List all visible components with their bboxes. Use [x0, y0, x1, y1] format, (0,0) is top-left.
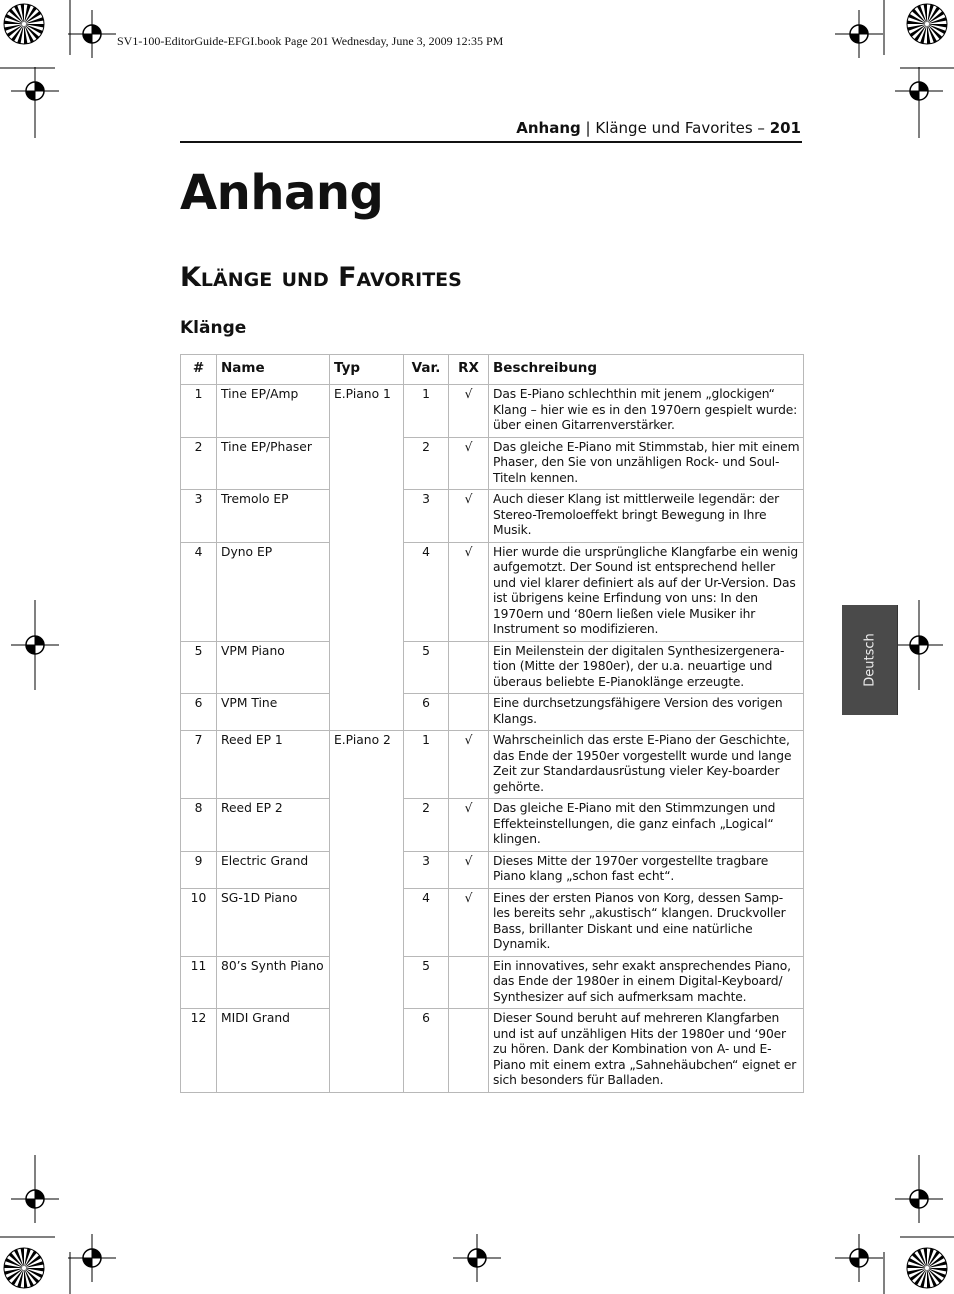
cell-name: VPM Piano [217, 641, 330, 694]
cell-rx: √ [449, 731, 489, 799]
cell-name: Tine EP/Amp [217, 385, 330, 438]
cell-number: 3 [181, 490, 217, 543]
cell-variation: 6 [404, 694, 449, 731]
header-name: Name [217, 355, 330, 385]
table-row [181, 888, 804, 956]
cell-number: 1 [181, 385, 217, 438]
cell-rx [449, 956, 489, 1009]
starburst-target-icon [907, 1248, 947, 1288]
cell-rx [449, 1009, 489, 1093]
table-header-row [181, 355, 804, 385]
subsection-title: Klänge [180, 318, 247, 338]
cell-number: 9 [181, 851, 217, 888]
registration-mark-icon [453, 1234, 501, 1282]
cell-rx: √ [449, 437, 489, 490]
registration-mark-icon [68, 10, 116, 58]
cell-number: 2 [181, 437, 217, 490]
cell-description: Wahrscheinlich das erste E-Piano der Geschichte, das Ende der 1950er vorgestellt wurde und lange Zeit zur Standardausrüstung vieler Key-boarder gehörte. [489, 731, 804, 799]
registration-mark-icon [895, 67, 943, 115]
cell-rx: √ [449, 851, 489, 888]
cell-variation: 5 [404, 956, 449, 1009]
cell-name: Reed EP 1 [217, 731, 330, 799]
table-row [181, 1009, 804, 1093]
table-row [181, 956, 804, 1009]
header-variation: Var. [404, 355, 449, 385]
cell-rx: √ [449, 490, 489, 543]
chapter-title: Anhang [180, 165, 384, 221]
header-number: # [181, 355, 217, 385]
starburst-target-icon [4, 4, 44, 44]
table-row [181, 490, 804, 543]
cell-description: Das E-Piano schlechthin mit jenem „glockigen“ Klang – hier wie es in den 1970ern gespielt wurde: über einen Gitarrenverstärker. [489, 385, 804, 438]
registration-mark-icon [895, 621, 943, 669]
cell-description: Hier wurde die ursprüngliche Klangfarbe ein wenig aufgemotzt. Der Sound ist entsprechend heller und viel klarer definiert als auf der Ur-Version. Das ist übrigens keine Erfindung von uns: In den 1970ern und ‘80ern ließen viele Musiker ihr Instrument so modifizieren. [489, 542, 804, 641]
language-tab [842, 605, 898, 715]
cell-variation: 1 [404, 731, 449, 799]
cell-name: MIDI Grand [217, 1009, 330, 1093]
running-header [516, 119, 801, 137]
cell-variation: 1 [404, 385, 449, 438]
registration-mark-icon [835, 10, 883, 58]
cell-description: Das gleiche E-Piano mit Stimmstab, hier mit einem Phaser, den Sie von unzähligen Rock- und Soul-Titeln kennen. [489, 437, 804, 490]
starburst-target-icon [4, 1248, 44, 1288]
cell-number: 11 [181, 956, 217, 1009]
running-header-separator: | [580, 119, 596, 137]
registration-mark-icon [11, 67, 59, 115]
table-row [181, 731, 804, 799]
registration-mark-icon [11, 621, 59, 669]
cell-name: SG-1D Piano [217, 888, 330, 956]
cell-description: Das gleiche E-Piano mit den Stimmzungen und Effekteinstellungen, die ganz einfach „Logical“ klingen. [489, 799, 804, 852]
cell-rx: √ [449, 542, 489, 641]
table-row [181, 641, 804, 694]
cell-name: Dyno EP [217, 542, 330, 641]
cell-description: Eines der ersten Pianos von Korg, dessen Samp-les bereits sehr „akustisch“ klangen. Druckvoller Bass, brillanter Diskant und eine natürliche Dynamik. [489, 888, 804, 956]
cell-name: 80’s Synth Piano [217, 956, 330, 1009]
cell-rx [449, 641, 489, 694]
running-header-section: Klänge und Favorites [595, 119, 753, 137]
cell-name: Tine EP/Phaser [217, 437, 330, 490]
cell-rx: √ [449, 385, 489, 438]
cell-variation: 5 [404, 641, 449, 694]
cell-variation: 4 [404, 542, 449, 641]
cell-description: Dieses Mitte der 1970er vorgestellte tragbare Piano klang „schon fast echt“. [489, 851, 804, 888]
cell-description: Dieser Sound beruht auf mehreren Klangfarben und ist auf unzähligen Hits der 1980er und ‘90er zu hören. Dank der Kombination von A- und E-Piano mit einem extra „Sahnehäubchen“ eignet er sich besonders für Balladen. [489, 1009, 804, 1093]
cell-description: Ein innovatives, sehr exakt ansprechendes Piano, das Ende der 1980er in einem Digital-Keyboard/ Synthesizer auf sich aufmerksam machte. [489, 956, 804, 1009]
table-row [181, 385, 804, 438]
sounds-table [180, 354, 804, 1093]
cell-variation: 3 [404, 851, 449, 888]
cell-variation: 6 [404, 1009, 449, 1093]
cell-rx [449, 694, 489, 731]
section-title: Klänge und Favorites [180, 262, 462, 293]
starburst-target-icon [907, 4, 947, 44]
cell-number: 5 [181, 641, 217, 694]
cell-description: Auch dieser Klang ist mittlerweile legendär: der Stereo-Tremoloeffekt bringt Bewegung in Ihre Musik. [489, 490, 804, 543]
cell-rx: √ [449, 888, 489, 956]
table-row [181, 851, 804, 888]
table-row [181, 542, 804, 641]
cell-rx: √ [449, 799, 489, 852]
cell-number: 6 [181, 694, 217, 731]
cell-number: 4 [181, 542, 217, 641]
cell-description: Ein Meilenstein der digitalen Synthesizergenera-tion (Mitte der 1980er), der u.a. neuartige und überaus beliebte E-Pianoklänge erzeugte. [489, 641, 804, 694]
registration-mark-icon [68, 1234, 116, 1282]
cell-number: 8 [181, 799, 217, 852]
table-row [181, 437, 804, 490]
header-rx: RX [449, 355, 489, 385]
registration-mark-icon [895, 1175, 943, 1223]
cell-variation: 2 [404, 799, 449, 852]
book-info-slug: SV1-100-EditorGuide-EFGI.book Page 201 Wednesday, June 3, 2009 12:35 PM [117, 34, 504, 48]
cell-description: Eine durchsetzungsfähigere Version des vorigen Klangs. [489, 694, 804, 731]
running-header-chapter: Anhang [516, 119, 581, 137]
registration-mark-icon [11, 1175, 59, 1223]
cell-name: Electric Grand [217, 851, 330, 888]
header-description: Beschreibung [489, 355, 804, 385]
header-type: Typ [330, 355, 404, 385]
cell-name: Reed EP 2 [217, 799, 330, 852]
registration-mark-icon [835, 1234, 883, 1282]
page-number: 201 [769, 119, 801, 137]
cell-type: E.Piano 1 [330, 385, 404, 731]
cell-variation: 4 [404, 888, 449, 956]
running-header-dash: – [752, 119, 770, 137]
cell-variation: 3 [404, 490, 449, 543]
table-row [181, 694, 804, 731]
cell-name: Tremolo EP [217, 490, 330, 543]
cell-number: 7 [181, 731, 217, 799]
cell-name: VPM Tine [217, 694, 330, 731]
cell-number: 10 [181, 888, 217, 956]
cell-number: 12 [181, 1009, 217, 1093]
header-rule [180, 141, 802, 143]
language-tab-label: Deutsch [862, 633, 877, 687]
cell-variation: 2 [404, 437, 449, 490]
cell-type: E.Piano 2 [330, 731, 404, 1093]
table-row [181, 799, 804, 852]
